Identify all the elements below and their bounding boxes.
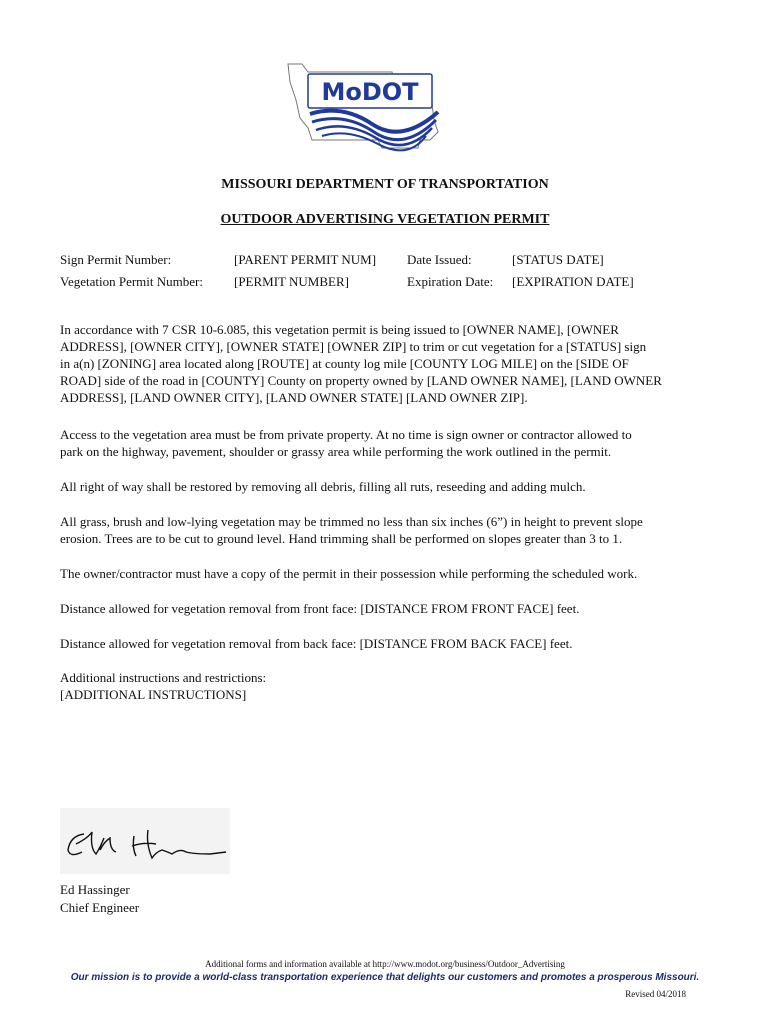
expiration-label: Expiration Date: bbox=[407, 274, 494, 289]
agency-heading: MISSOURI DEPARTMENT OF TRANSPORTATION bbox=[221, 177, 549, 192]
permit-title: OUTDOOR ADVERTISING VEGETATION PERMIT bbox=[220, 212, 550, 227]
revised-date: Revised 04/2018 bbox=[625, 989, 686, 999]
p4-line: erosion. Trees are to be cut to ground level. Hand trimming shall be performed on slopes greater than 3 to 1. bbox=[60, 531, 623, 546]
p6-text: Distance allowed for vegetation removal from front face: [DISTANCE FROM FRONT FACE] feet. bbox=[60, 601, 580, 616]
sign-permit-value: [PARENT PERMIT NUM] bbox=[234, 252, 377, 267]
footer-info: Additional forms and information available at http://www.modot.org/business/Outdoor_Advertising bbox=[205, 959, 565, 969]
p1-line: In accordance with 7 CSR 10-6.085, this vegetation permit is being issued to [OWNER NAME], [OWNER bbox=[60, 322, 619, 337]
logo-text: MoDOT bbox=[321, 78, 419, 106]
veg-permit-label: Vegetation Permit Number: bbox=[60, 274, 203, 289]
p4-line: All grass, brush and low-lying vegetation may be trimmed no less than six inches (6”) in height to prevent slope bbox=[60, 514, 643, 529]
p2-line: park on the highway, pavement, shoulder or grassy area while performing the work outlined in the permit. bbox=[60, 444, 612, 459]
signatory-title: Chief Engineer bbox=[60, 900, 140, 915]
p1-line: ADDRESS], [LAND OWNER CITY], [LAND OWNER STATE] [LAND OWNER ZIP]. bbox=[60, 390, 528, 405]
date-issued-label: Date Issued: bbox=[407, 252, 472, 267]
sign-permit-label: Sign Permit Number: bbox=[60, 252, 172, 267]
p1-line: ROAD] side of the road in [COUNTY] County on property owned by [LAND OWNER NAME], [LAND OWNER bbox=[60, 373, 662, 388]
mission-statement: Our mission is to provide a world-class transportation experience that delights our customers and promotes a prosperous Missouri. bbox=[70, 972, 700, 983]
p7-text: Distance allowed for vegetation removal from back face: [DISTANCE FROM BACK FACE] feet. bbox=[60, 636, 573, 651]
p1-line: ADDRESS], [OWNER CITY], [OWNER STATE] [OWNER ZIP] to trim or cut vegetation for a [STATUS] sign bbox=[60, 339, 647, 354]
missouri-map-icon bbox=[282, 60, 442, 152]
expiration-value: [EXPIRATION DATE] bbox=[512, 274, 634, 289]
p2-line: Access to the vegetation area must be from private property. At no time is sign owner or contractor allowed to bbox=[60, 427, 632, 442]
p3-text: All right of way shall be restored by removing all debris, filling all ruts, reseeding and adding mulch. bbox=[60, 479, 586, 494]
veg-permit-value: [PERMIT NUMBER] bbox=[234, 274, 349, 289]
p8-line: [ADDITIONAL INSTRUCTIONS] bbox=[60, 687, 247, 702]
modot-logo bbox=[282, 60, 442, 152]
signature-image bbox=[60, 808, 230, 874]
p5-text: The owner/contractor must have a copy of the permit in their possession while performing the scheduled work. bbox=[60, 566, 638, 581]
signatory-name: Ed Hassinger bbox=[60, 882, 130, 897]
p1-line: in a(n) [ZONING] area located along [ROUTE] at county log mile [COUNTY LOG MILE] on the [SIDE OF bbox=[60, 356, 629, 371]
date-issued-value: [STATUS DATE] bbox=[512, 252, 604, 267]
p8-line: Additional instructions and restrictions: bbox=[60, 670, 267, 685]
